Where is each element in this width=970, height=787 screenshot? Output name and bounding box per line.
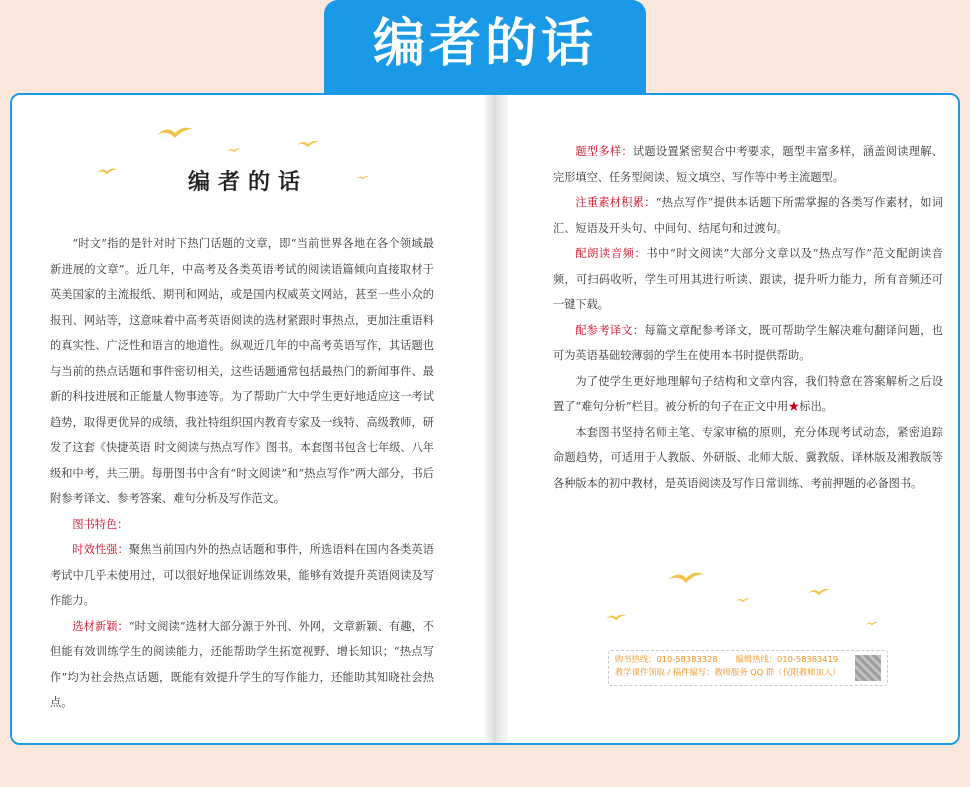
left-body-text [50, 231, 434, 716]
feature-text: 试题设置紧密契合中考要求，题型丰富多样，涵盖阅读理解、完形填空、任务型阅读、短文填空、写作等中考主流题型。 [553, 145, 943, 184]
feature-label: 选材新颖： [72, 619, 129, 633]
feature-label: 注重素材积累： [575, 196, 656, 209]
bird-icon [668, 570, 704, 584]
bird-icon [227, 147, 241, 153]
bird-icon [736, 597, 750, 603]
feature-text: 书中“时文阅读”大部分文章以及“热点写作”范文配朗读音频，可扫码收听，学生可用其进行听读、跟读，提升听力能力，所有音频还可一键下载。 [553, 247, 943, 311]
feature-text: “时文阅读”选材大部分源于外刊、外网，文章新颖、有趣，不但能有效训练学生的阅读能力，还能帮助学生拓宽视野、增长知识；“热点写作”均为社会热点话题，既能有效提升学生的写作能力，还能助其知晓社会热点。 [50, 619, 434, 709]
feature-label: 配朗读音频： [575, 247, 647, 260]
features-heading: 图书特色： [72, 517, 129, 531]
feature-translation [553, 318, 943, 369]
bird-icon [606, 613, 626, 621]
feature-label: 题型多样： [575, 145, 633, 158]
editor-hotline: 编辑热线：010-58383419 [735, 654, 839, 664]
feature-timeliness [50, 537, 434, 614]
book-spread [10, 93, 960, 745]
bird-icon [808, 587, 830, 596]
page-title: 编者的话 [187, 169, 308, 195]
feature-label: 配参考译文： [575, 323, 645, 337]
feature-question-types [553, 139, 943, 190]
contact-box [608, 650, 888, 686]
qr-code-icon [855, 655, 881, 681]
feature-text: “热点写作”提供本话题下所需掌握的各类写作素材，如词汇、短语及开头句、中间句、结尾句和过渡句。 [553, 196, 943, 235]
feature-label: 时效性强： [72, 543, 129, 556]
feature-novel-material [50, 614, 434, 716]
intro-paragraph: “时文”指的是针对时下热门话题的文章，即“当前世界各地在各个领域最新进展的文章”。近几年，中高考及各类英语考试的阅读语篇倾向直接取材于英美国家的主流报纸、期刊和网站，或是国内权威英文网站，甚至一些小众的报刊、网站等，这意味着中高考英语阅读的选材紧跟时事热点，更加注重语料的真实性、广泛性和语言的地道性。纵观近几年的中高考英语写作，其话题也与当前的热点话题和事件密切相关，这些话题通常包括最热门的新闻事件、最新的科技进展和正能量人物事迹等。为了帮助广大中学生更好地适应这一考试趋势，取得更优异的成绩，我社特组织国内教育专家及一线特、高级教师，研发了这套《快捷英语 时文阅读与热点写作》图书。本套图书包含七年级、八年级和中考，共三册。每册图书中含有“时文阅读”和“热点写作”两大部分，书后附参考译文、参考答案、难句分析及写作范文。 [50, 237, 434, 505]
right-page [508, 95, 958, 743]
header-tab [324, 0, 646, 95]
feature-text: 聚焦当前国内外的热点话题和事件，所选语料在国内各类英语考试中几乎未使用过，可以很好地保证训练效果，能够有效提升英语阅读及写作能力。 [50, 543, 434, 607]
contact-hotlines [615, 653, 881, 666]
bird-icon [157, 125, 193, 139]
header-title: 编者的话 [372, 14, 597, 74]
closing-paragraph: 本套图书坚持名师主笔、专家审稿的原则，充分体现考试动态，紧密追踪命题趋势，可适用于人教版、外研版、北师大版、冀教版、译林版及湘教版等各种版本的初中教材，是英语阅读及写作日常训练、考前押题的必备图书。 [553, 425, 943, 490]
feature-audio [553, 241, 943, 318]
bird-icon [297, 139, 319, 148]
feature-material-accumulation [553, 190, 943, 241]
teacher-service: 教学课件领取 / 稿件编写：教师服务 QQ 群（仅限教师加入） [615, 667, 841, 677]
bird-icon [866, 621, 878, 626]
difficult-sentence-note: 为了使学生更好地理解句子结构和文章内容，我们特意在答案解析之后设置了“难句分析”栏目。被分析的句子在正文中用★标出。 [553, 374, 943, 413]
purchase-hotline: 购书热线：010-58383328 [615, 654, 718, 664]
star-icon: ★ [788, 400, 800, 413]
feature-text: 每篇文章配参考译文，既可帮助学生解决难句翻译问题，也可为英语基础较薄弱的学生在使用本书时提供帮助。 [553, 323, 943, 362]
left-page [12, 95, 484, 743]
book-spine [484, 95, 508, 743]
right-body-text [553, 139, 943, 496]
